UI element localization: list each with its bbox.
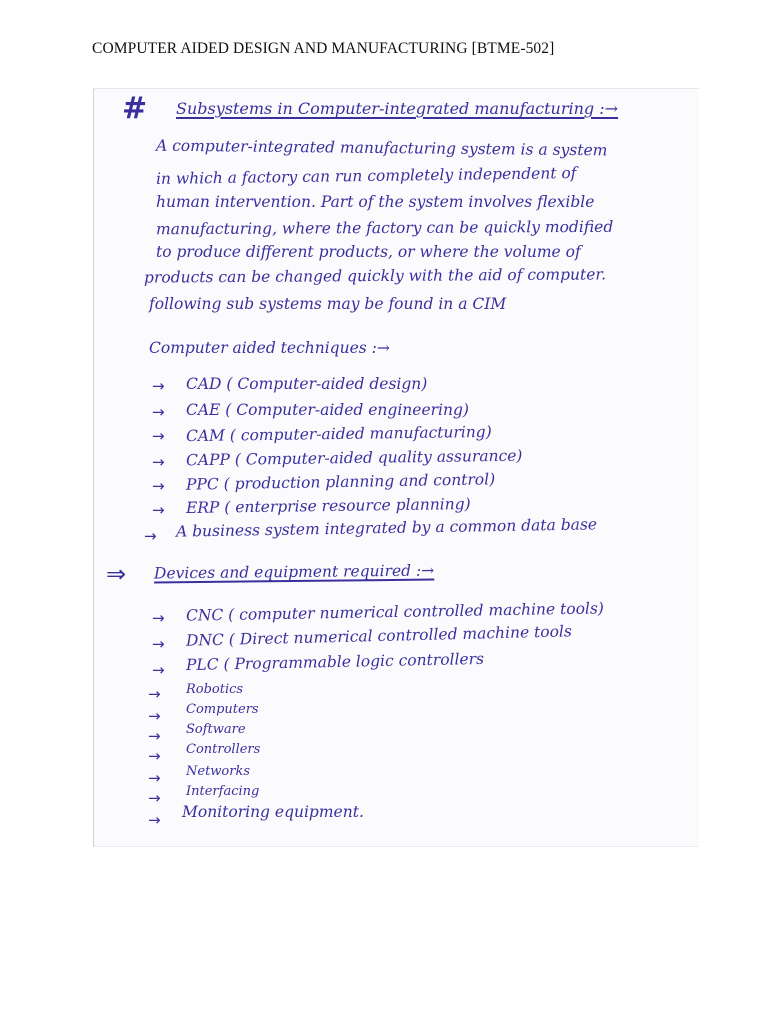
list-arrow-icon: → [152, 403, 165, 421]
list-arrow-icon: → [152, 477, 165, 495]
handwritten-notes-scan [93, 88, 699, 847]
techniques-heading: Computer aided techniques :→ [149, 339, 390, 357]
technique-item: CAD ( Computer-aided design) [186, 375, 428, 393]
list-arrow-icon: → [148, 685, 161, 703]
device-item: Monitoring equipment. [182, 803, 364, 821]
intro-line: to produce different products, or where the volume of [156, 243, 581, 261]
notes-heading: Subsystems in Computer-integrated manufacturing :→ [176, 99, 619, 118]
technique-item: CAPP ( Computer-aided quality assurance) [185, 446, 523, 470]
list-arrow-icon: → [152, 427, 165, 445]
list-arrow-icon: → [152, 377, 165, 395]
device-item: Controllers [186, 742, 261, 757]
technique-item: ERP ( enterprise resource planning) [185, 495, 471, 517]
intro-line: products can be changed quickly with the aid of computer. [143, 265, 607, 287]
list-arrow-icon: → [148, 707, 161, 725]
list-arrow-icon: → [148, 769, 161, 787]
hash-symbol: # [122, 91, 148, 126]
list-arrow-icon: → [152, 501, 165, 519]
device-item: Computers [186, 702, 259, 717]
list-arrow-icon: → [148, 789, 161, 807]
intro-line: A computer-integrated manufacturing system is a system [155, 136, 608, 160]
intro-line: following sub systems may be found in a CIM [149, 295, 507, 313]
device-item: Software [186, 722, 246, 737]
list-arrow-icon: → [152, 635, 165, 653]
devices-heading: Devices and equipment required :→ [153, 561, 435, 583]
page-header: COMPUTER AIDED DESIGN AND MANUFACTURING [BTME-502] [92, 40, 555, 57]
device-item: Networks [186, 764, 251, 779]
list-arrow-icon: → [148, 811, 161, 829]
list-arrow-icon: → [152, 609, 165, 627]
list-arrow-icon: → [148, 727, 161, 745]
device-item: Interfacing [186, 784, 260, 799]
technique-item: CAM ( computer-aided manufacturing) [185, 422, 492, 446]
double-arrow-icon: ⇒ [106, 560, 127, 588]
device-item: DNC ( Direct numerical controlled machine tools [185, 622, 573, 650]
intro-line: manufacturing, where the factory can be quickly modified [155, 217, 614, 239]
device-item: PLC ( Programmable logic controllers [185, 649, 485, 675]
list-arrow-icon: → [144, 527, 157, 545]
device-item: CNC ( computer numerical controlled machine tools) [185, 599, 605, 625]
intro-line: human intervention. Part of the system involves flexible [156, 193, 595, 211]
list-arrow-icon: → [152, 661, 165, 679]
technique-item: CAE ( Computer-aided engineering) [186, 401, 469, 419]
list-arrow-icon: → [152, 453, 165, 471]
list-arrow-icon: → [148, 747, 161, 765]
intro-line: in which a factory can run completely independent of [155, 164, 577, 188]
technique-item: A business system integrated by a common data base [175, 515, 598, 541]
device-item: Robotics [186, 682, 244, 697]
technique-item: PPC ( production planning and control) [185, 470, 496, 494]
